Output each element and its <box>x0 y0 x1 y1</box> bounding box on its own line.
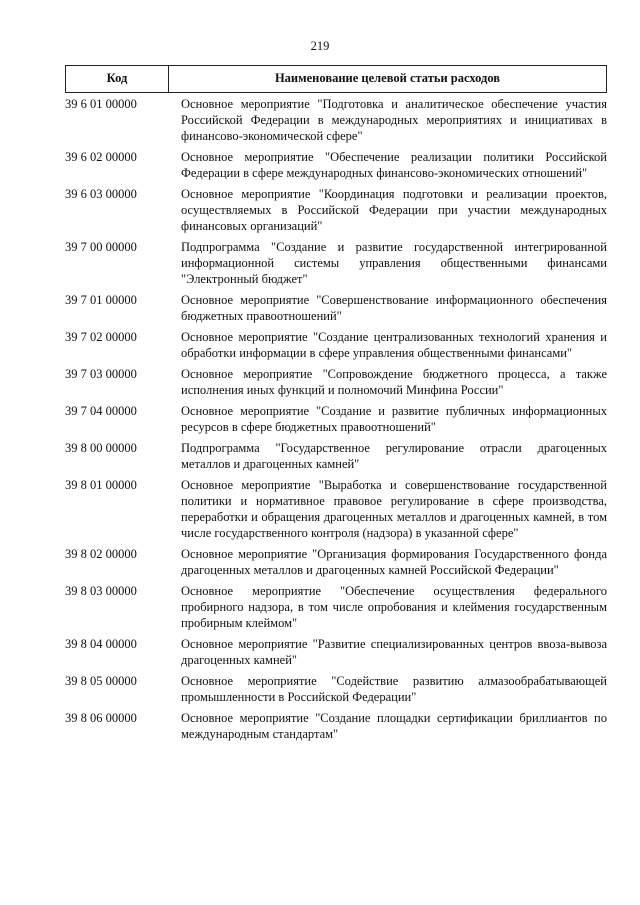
row-name: Основное мероприятие "Совершенствование информационного обеспечения бюджетных правоотношений" <box>181 293 607 323</box>
row-code: 39 7 01 00000 <box>65 293 137 307</box>
table-row <box>65 366 607 398</box>
row-name: Основное мероприятие "Сопровождение бюджетного процесса, а также исполнения иных функций и полномочий Минфина России" <box>181 367 607 397</box>
row-name: Подпрограмма "Создание и развитие государственной интегрированной информационной системы управления общественными финансами "Электронный бюджет" <box>181 240 607 286</box>
table-row <box>65 636 607 668</box>
table-header <box>65 65 607 93</box>
table-row <box>65 546 607 578</box>
row-code: 39 6 02 00000 <box>65 150 137 164</box>
row-name: Основное мероприятие "Развитие специализированных центров ввоза-вывоза драгоценных камней" <box>181 637 607 667</box>
row-code: 39 8 02 00000 <box>65 547 137 561</box>
column-header-name: Наименование целевой статьи расходов <box>169 66 607 92</box>
row-code: 39 6 03 00000 <box>65 187 137 201</box>
table-row <box>65 186 607 234</box>
row-code: 39 7 02 00000 <box>65 330 137 344</box>
row-name: Основное мероприятие "Создание централизованных технологий хранения и обработки информации в сфере управления общественными финансами" <box>181 330 607 360</box>
row-name: Основное мероприятие "Создание и развитие публичных информационных ресурсов в сфере бюджетных правоотношений" <box>181 404 607 434</box>
row-name: Основное мероприятие "Координация подготовки и реализации проектов, осуществляемых в Российской Федерации при участии международных финансовых организаций" <box>181 187 607 233</box>
row-code: 39 8 01 00000 <box>65 478 137 492</box>
row-code: 39 8 05 00000 <box>65 674 137 688</box>
row-code: 39 6 01 00000 <box>65 97 137 111</box>
row-code: 39 7 00 00000 <box>65 240 137 254</box>
row-name: Основное мероприятие "Выработка и совершенствование государственной политики и нормативное правовое регулирование в сфере производства, переработки и обращения драгоценных металлов и драгоценных камней, в том числе государственного контроля (надзора) в указанной сфере" <box>181 478 607 540</box>
table-body <box>65 96 607 747</box>
table-row <box>65 403 607 435</box>
table-row <box>65 583 607 631</box>
row-code: 39 8 06 00000 <box>65 711 137 725</box>
row-name: Основное мероприятие "Обеспечение осуществления федерального пробирного надзора, в том числе опробования и клеймения государственным пробирным клеймом" <box>181 584 607 630</box>
column-header-code: Код <box>65 66 169 92</box>
row-code: 39 8 03 00000 <box>65 584 137 598</box>
row-code: 39 7 03 00000 <box>65 367 137 381</box>
table-row <box>65 440 607 472</box>
page-number: 219 <box>310 39 330 53</box>
row-name: Основное мероприятие "Организация формирования Государственного фонда драгоценных металлов и драгоценных камней Российской Федерации" <box>181 547 607 577</box>
row-name: Основное мероприятие "Содействие развитию алмазообрабатывающей промышленности в Российской Федерации" <box>181 674 607 704</box>
table-row <box>65 710 607 742</box>
table-row <box>65 673 607 705</box>
table-row <box>65 149 607 181</box>
table-row <box>65 477 607 541</box>
table-row <box>65 292 607 324</box>
table-row <box>65 96 607 144</box>
table-row <box>65 239 607 287</box>
row-name: Основное мероприятие "Обеспечение реализации политики Российской Федерации в сфере международных финансово-экономических отношений" <box>181 150 607 180</box>
row-name: Основное мероприятие "Подготовка и аналитическое обеспечение участия Российской Федерации в международных мероприятиях и инициативах в финансово-экономической сфере" <box>181 97 607 143</box>
table-row <box>65 329 607 361</box>
row-name: Основное мероприятие "Создание площадки сертификации бриллиантов по международным стандартам" <box>181 711 607 741</box>
row-code: 39 8 04 00000 <box>65 637 137 651</box>
row-code: 39 7 04 00000 <box>65 404 137 418</box>
row-code: 39 8 00 00000 <box>65 441 137 455</box>
row-name: Подпрограмма "Государственное регулирование отрасли драгоценных металлов и драгоценных камней" <box>181 441 607 471</box>
